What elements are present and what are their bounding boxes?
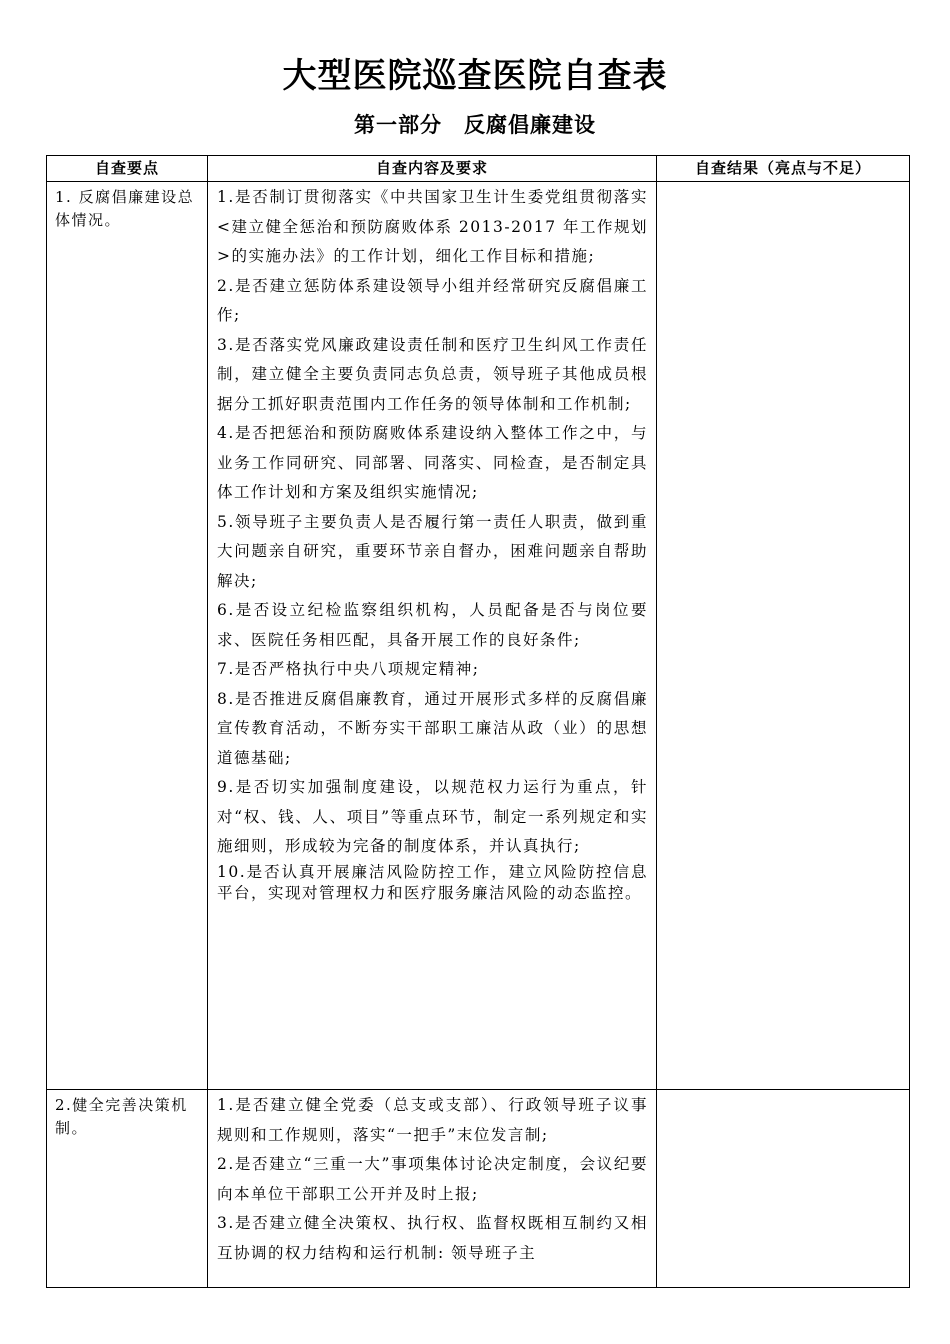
requirement-item: 3.是否建立健全决策权、执行权、监督权既相互制约又相互协调的权力结构和运行机制: 领导班子主 — [217, 1214, 648, 1262]
requirement-item: 1.是否制订贯彻落实《中共国家卫生计生委党组贯彻落实<建立健全惩治和预防腐败体系 2013-2017 年工作规划>的实施办法》的工作计划，细化工作目标和措施; — [217, 188, 648, 265]
table-row — [47, 182, 910, 1090]
check-point-cell — [47, 182, 208, 1090]
header-check-content: 自查内容及要求 — [208, 156, 657, 182]
requirement-item: 2.是否建立“三重一大”事项集体讨论决定制度，会议纪要向本单位干部职工公开并及时上报; — [217, 1155, 648, 1203]
header-check-point: 自查要点 — [47, 156, 208, 182]
requirement-item: 2.是否建立惩防体系建设领导小组并经常研究反腐倡廉工作; — [217, 276, 648, 324]
requirement-item: 9.是否切实加强制度建设，以规范权力运行为重点，针对“权、钱、人、项目”等重点环节，制定一系列规定和实施细则，形成较为完备的制度体系，并认真执行; — [217, 778, 648, 855]
check-content-cell — [208, 1090, 657, 1288]
check-point-text: 1. 反腐倡廉建设总体情况。 — [55, 188, 195, 229]
check-result-cell[interactable] — [657, 1090, 910, 1288]
requirement-item: 3.是否落实党风廉政建设责任制和医疗卫生纠风工作责任制，建立健全主要负责同志负总责，领导班子其他成员根据分工抓好职责范围内工作任务的领导体制和工作机制; — [217, 335, 648, 413]
requirement-item: 5.领导班子主要负责人是否履行第一责任人职责，做到重大问题亲自研究，重要环节亲自督办，困难问题亲自帮助解决; — [217, 512, 648, 590]
requirement-item: 8.是否推进反腐倡廉教育，通过开展形式多样的反腐倡廉宣传教育活动，不断夯实干部职工廉洁从政（业）的思想道德基础; — [217, 689, 648, 767]
document-title: 大型医院巡查医院自查表 — [282, 56, 668, 96]
requirement-item: 10.是否认真开展廉洁风险防控工作，建立风险防控信息平台，实现对管理权力和医疗服务廉洁风险的动态监控。 — [217, 862, 648, 902]
requirement-item: 7.是否严格执行中央八项规定精神; — [217, 660, 480, 678]
table-row — [47, 1090, 910, 1288]
check-result-cell[interactable] — [657, 182, 910, 1090]
header-check-result: 自查结果（亮点与不足） — [657, 156, 910, 182]
requirement-item: 1.是否建立健全党委（总支或支部）、行政领导班子议事规则和工作规则，落实“一把手”末位发言制; — [217, 1096, 648, 1144]
check-content-cell — [208, 182, 657, 1090]
self-check-table — [46, 155, 910, 1288]
requirement-item: 6.是否设立纪检监察组织机构，人员配备是否与岗位要求、医院任务相匹配，具备开展工作的良好条件; — [217, 601, 648, 649]
check-point-cell — [47, 1090, 208, 1288]
table-header-row — [47, 156, 910, 182]
section-title: 第一部分 反腐倡廉建设 — [354, 113, 596, 137]
check-point-text: 2.健全完善决策机制。 — [55, 1096, 188, 1137]
requirement-item: 4.是否把惩治和预防腐败体系建设纳入整体工作之中，与业务工作同研究、同部署、同落实、同检查，是否制定具体工作计划和方案及组织实施情况; — [217, 424, 648, 501]
